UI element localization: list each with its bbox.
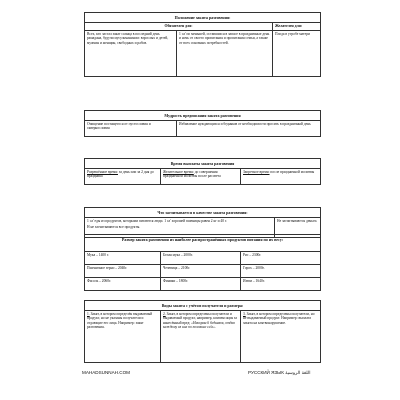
- recommended-header: Желателен для:: [273, 23, 321, 31]
- amount-cell: Фасоль – 2060г.: [85, 278, 161, 291]
- zakat-type-3-text: Закят, в котором определены получатели, но не выдаваемый продукт. Например: выплата закята на клятвонарушение.: [243, 312, 315, 325]
- table-wisdom: [84, 110, 321, 137]
- table-status-title: Положение закята разговения:: [85, 13, 321, 23]
- amount-cell: Изюм – 1640г.: [241, 278, 321, 291]
- recommended-cell: Плода в утробе матери: [273, 30, 321, 76]
- obligatory-header: Обязателен для:: [85, 23, 273, 31]
- footer-language: РУССКИЙ ЯЗЫК اللغة الروسية: [248, 370, 311, 375]
- money-not-accepted-cell: Не засчитываются деньги.: [275, 218, 321, 238]
- preferred-time-cell: [161, 169, 241, 185]
- table-timing: [84, 158, 321, 185]
- amount-cell: Пшеничное зерно – 2040г.: [85, 265, 161, 278]
- preferred-time-text: до совершения праздничной молитвы после рассвета: [163, 170, 221, 179]
- zakat-type-2-cell: [161, 311, 241, 363]
- table-amounts-title: Размер закята разговения из наиболее распространённых продуктов питания по их весу:: [85, 235, 321, 252]
- obligatory-who-cell: Всех, кто застал закат солнца в последний день рамадана, будучи мусульманином: взрослых и детей, мужчин и женщин, свободных и рабов.: [85, 30, 177, 76]
- amount-cell: Чечевица – 2100г.: [161, 265, 241, 278]
- not-accepted-note: Н не засчитываются все продукты.: [87, 225, 141, 230]
- wisdom-relief-cell: Избавление нуждающихся и бедняков от необходимости просить в праздничный день: [177, 121, 321, 137]
- footer-site: MAHADSUNNAH.COM: [82, 370, 130, 375]
- obligatory-condition-cell: 1 са' по меньшей, оставшихся в запасе в праздничные день и ночь от своего пропитания и пропитания семьи, а также от всех основных потребностей.: [177, 30, 273, 76]
- table-wisdom-title: Мудрость предписания закята разговения: [85, 111, 321, 121]
- allowed-time-label: Разрешённое время:: [87, 170, 118, 174]
- zakat-type-2-quote: «Накорми 6 бедняков, отдав каждому из них по половине са'а».: [163, 320, 235, 330]
- accepted-food-text: 1 са' еды из продуктов, которыми питаются люди. 1 са' хорошей пшеницы равен 2 кг и 40 г.: [87, 219, 227, 223]
- forbidden-time-label: Запретное время:: [243, 170, 270, 174]
- amount-cell: Финики – 1800г.: [161, 278, 241, 291]
- forbidden-time-cell: [241, 169, 321, 185]
- amount-cell: Рис – 2300г.: [241, 252, 321, 265]
- preferred-time-label: Желательное время:: [163, 170, 194, 174]
- table-amounts: [84, 234, 321, 291]
- amount-cell: Белая мука – 2000г.: [161, 252, 241, 265]
- amount-cell: Мука – 1400 г.: [85, 252, 161, 265]
- table-accepted-title: Что засчитывается в качестве закята разговения:: [85, 208, 321, 218]
- zakat-type-3-number: 3.: [243, 312, 246, 316]
- zakat-type-2-text: Закят, в котором определены получатели и выдаваемый продукт, например, компенсация за нанесённый вред:: [163, 312, 237, 325]
- zakat-type-1-number: 1.: [87, 312, 90, 316]
- allowed-time-cell: [85, 169, 161, 185]
- table-types: [84, 300, 321, 363]
- forbidden-time-text: после праздничной молитвы: [269, 170, 315, 174]
- zakat-type-1-cell: [85, 311, 161, 363]
- allowed-time-text: за день или за 2 дня до праздника: [87, 170, 154, 179]
- zakat-type-1-text: Закят, в котором определён выдаваемый продукт, но не указаны получатели и отдающие его лица. Например: закят разговения.: [87, 312, 153, 330]
- table-timing-title: Время выплаты закята разговения: [85, 159, 321, 169]
- amount-cell: Горох – 2000г.: [241, 265, 321, 278]
- wisdom-purify-cell: Очищение постящегося от пустословия и сквернословия: [85, 121, 177, 137]
- table-types-title: Виды закята с учётом получателя и размера:: [85, 301, 321, 311]
- zakat-type-2-number: 2.: [163, 312, 166, 316]
- table-status: [84, 12, 321, 77]
- zakat-type-3-cell: [241, 311, 321, 363]
